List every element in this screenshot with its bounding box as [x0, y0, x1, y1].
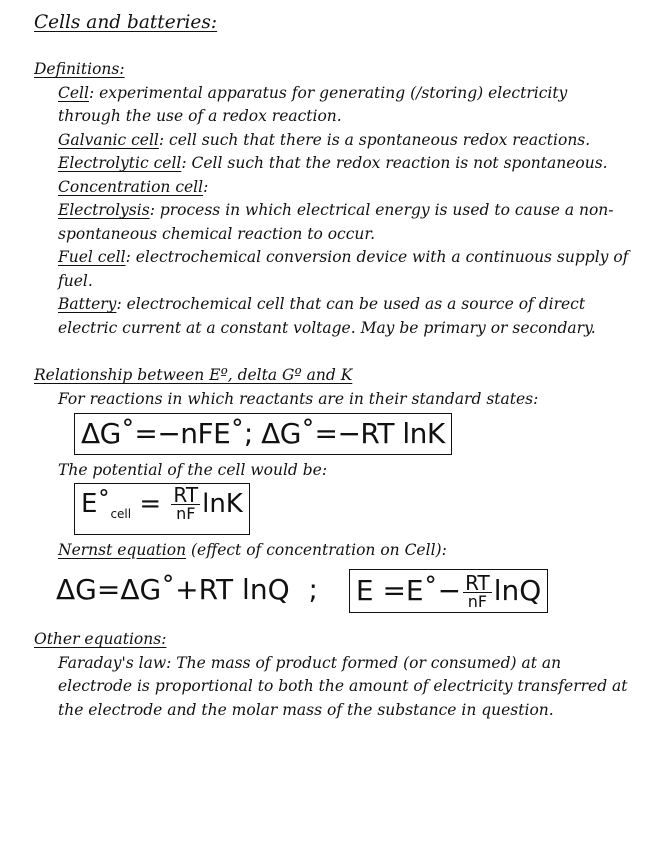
definition-battery: [34, 293, 634, 340]
definition-electrolytic-cell: [34, 152, 634, 176]
nernst-equation-box: [349, 569, 548, 613]
definitions-heading: Definitions:: [34, 60, 125, 78]
definition-text: : process in which electrical energy is used to cause a non-spontaneous chemical reaction to occur.: [58, 201, 614, 243]
nernst-description: (effect of concentration on Cell):: [186, 540, 447, 559]
definition-text: : electrochemical conversion device with a continuous supply of fuel.: [58, 248, 629, 290]
gibbs-equation-box: ΔG˚=−nFE˚; ΔG˚=−RT lnK: [74, 413, 452, 455]
definition-text: : experimental apparatus for generating (/storing) electricity through the use of a redox reaction.: [58, 83, 568, 125]
definition-text: : cell such that there is a spontaneous redox reactions.: [158, 130, 591, 149]
ln-q-term: lnQ: [493, 574, 542, 607]
rt-over-nf-fraction: [463, 570, 492, 611]
relationship-heading: Relationship between Eº, delta Gº and K: [34, 366, 353, 384]
nernst-line: [34, 539, 634, 563]
fraction-denominator: nF: [467, 591, 488, 611]
equation-separator: ;: [308, 573, 318, 606]
definition-electrolysis: [34, 199, 634, 246]
nernst-equations-row: [34, 562, 634, 618]
ln-k-term: lnK: [202, 488, 243, 519]
fraction-denominator: nF: [176, 503, 196, 523]
nernst-lhs: E =E˚−: [355, 574, 462, 607]
term-label: Concentration cell: [58, 177, 204, 196]
definition-text: : Cell such that the redox reaction is not spontaneous.: [181, 154, 608, 172]
term-label: Electrolysis: [58, 201, 150, 219]
cell-subscript: cell: [110, 506, 132, 521]
definition-text: : electrochemical cell that can be used as a source of direct electric current at a constant voltage. May be primary or secondary.: [58, 295, 596, 337]
gibbs-nonstandard-equation: ΔG=ΔG˚+RT lnQ: [56, 573, 290, 606]
definition-fuel-cell: [34, 246, 634, 293]
cell-potential-equation-box: $E˚_{cell}$ = $\frac{RT}{nF}$ lnK: [74, 483, 250, 535]
e-standard-symbol: E˚: [81, 488, 111, 519]
definition-cell: [34, 82, 634, 129]
term-label: Cell: [58, 83, 89, 102]
term-label: Electrolytic cell: [58, 154, 182, 172]
cell-potential-text: The potential of the cell would be:: [58, 461, 328, 479]
relationship-intro: For reactions in which reactants are in their standard states:: [58, 389, 539, 408]
rt-over-nf-fraction: [171, 482, 200, 523]
fraction-numerator: RT: [173, 482, 199, 507]
term-label: Fuel cell: [58, 248, 126, 266]
page-title: Cells and batteries:: [34, 12, 218, 33]
definition-galvanic-cell: [34, 129, 634, 153]
faraday-law-text: Faraday's law: The mass of product formed (or consumed) at an electrode is proportional to both the amount of electricity transferred at the electrode and the molar mass of the substance in question.: [58, 653, 628, 719]
definition-text: :: [203, 177, 209, 196]
nernst-term: Nernst equation: [58, 540, 187, 559]
term-label: Battery: [58, 295, 117, 313]
fraction-numerator: RT: [465, 570, 490, 595]
definition-concentration-cell: [34, 176, 634, 200]
notes-page: [34, 10, 634, 722]
term-label: Galvanic cell: [58, 130, 159, 149]
other-equations-heading: Other equations:: [34, 630, 167, 648]
